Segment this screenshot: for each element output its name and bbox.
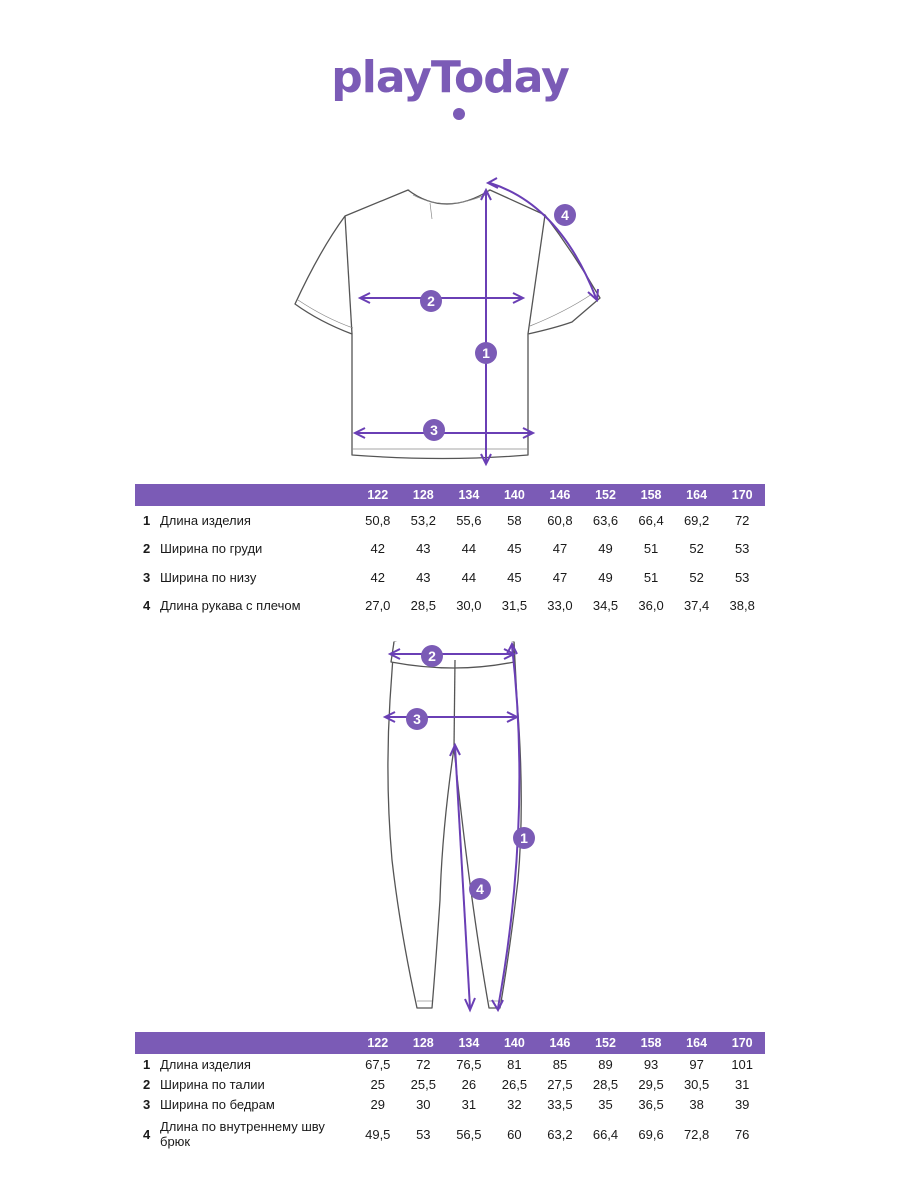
- table-cell: 72: [416, 1056, 431, 1072]
- table-cell: 53: [734, 541, 750, 557]
- table-cell: 25: [370, 1076, 385, 1092]
- table-cell: 69,6: [638, 1126, 664, 1142]
- table-cell: 30: [416, 1096, 431, 1112]
- table-cell: 37,4: [683, 598, 710, 614]
- svg-text:3: 3: [430, 422, 438, 438]
- table-cell: 72,8: [683, 1126, 710, 1142]
- table-cell: 34,5: [592, 598, 619, 614]
- pants-marker-2: [421, 645, 443, 667]
- table-cell: 36,5: [638, 1096, 664, 1112]
- row-number: 4: [143, 598, 151, 614]
- svg-text:2: 2: [427, 293, 435, 309]
- table-cell: 52: [689, 541, 704, 557]
- size-header: 122: [355, 1032, 401, 1054]
- size-header: 128: [401, 484, 447, 506]
- table-cell: 56,5: [456, 1126, 482, 1142]
- table-cell: 81: [507, 1056, 522, 1072]
- size-header: 140: [492, 484, 538, 506]
- pants-marker-4: [469, 878, 491, 900]
- table-cell: 53: [416, 1126, 431, 1142]
- row-number: 4: [143, 1126, 151, 1142]
- table-row: [135, 1094, 765, 1114]
- size-header: 134: [446, 1032, 492, 1054]
- size-header: 158: [628, 484, 674, 506]
- table-cell: 38,8: [729, 598, 755, 614]
- table-cell: 38: [689, 1096, 704, 1112]
- size-header: 152: [583, 484, 629, 506]
- table-cell: 63,6: [592, 512, 619, 528]
- measurement-name: Длина изделия: [160, 512, 251, 528]
- brand-logo: [0, 50, 900, 130]
- tshirt-marker-2: [420, 290, 442, 312]
- table-cell: 63,2: [547, 1126, 573, 1142]
- table-row: [135, 563, 765, 592]
- table-cell: 53: [734, 569, 750, 585]
- table-cell: 72: [734, 512, 750, 528]
- row-number: 2: [143, 541, 151, 557]
- table-cell: 76: [734, 1126, 750, 1142]
- table-cell: 43: [416, 541, 431, 557]
- measurement-name: Ширина по низу: [160, 569, 257, 585]
- size-header: 128: [401, 1032, 447, 1054]
- tshirt-size-table: [135, 484, 765, 620]
- table-cell: 42: [370, 541, 385, 557]
- table-cell: 53,2: [410, 512, 436, 528]
- size-header: 170: [719, 1032, 765, 1054]
- table-cell: 47: [552, 569, 568, 585]
- measurement-name: Длина рукава с плечом: [160, 598, 301, 614]
- table-cell: 97: [689, 1056, 704, 1072]
- table-cell: 49: [598, 569, 613, 585]
- table-cell: 43: [416, 569, 431, 585]
- size-header: 164: [674, 1032, 720, 1054]
- table-cell: 76,5: [456, 1056, 482, 1072]
- table-cell: 89: [598, 1056, 613, 1072]
- table-cell: 45: [507, 541, 522, 557]
- logo-text: playToday: [331, 52, 569, 103]
- table-cell: 93: [643, 1056, 659, 1072]
- size-header: 140: [492, 1032, 538, 1054]
- pants-size-table: [135, 1032, 765, 1154]
- table-cell: 31: [734, 1076, 750, 1092]
- table-cell: 51: [643, 541, 659, 557]
- table-cell: 33,5: [547, 1096, 573, 1112]
- tshirt-marker-1: [475, 342, 497, 364]
- table-cell: 44: [461, 569, 477, 585]
- table-cell: 33,0: [547, 598, 573, 614]
- measurement-name: Ширина по груди: [160, 541, 263, 557]
- table-cell: 85: [552, 1056, 568, 1072]
- table-cell: 29,5: [638, 1076, 664, 1092]
- svg-text:2: 2: [428, 648, 436, 664]
- table-cell: 49: [598, 541, 613, 557]
- svg-text:1: 1: [520, 830, 528, 846]
- tshirt-marker-3: [423, 419, 445, 441]
- table-cell: 49,5: [365, 1126, 391, 1142]
- measurement-name: Ширина по талии: [160, 1076, 265, 1092]
- table-cell: 66,4: [592, 1126, 619, 1142]
- size-header: 146: [537, 484, 583, 506]
- size-header-row: [135, 1032, 765, 1054]
- table-cell: 101: [731, 1056, 754, 1072]
- size-header: 152: [583, 1032, 629, 1054]
- table-cell: 29: [370, 1096, 385, 1112]
- table-cell: 52: [689, 569, 704, 585]
- table-cell: 28,5: [410, 598, 436, 614]
- size-header: 134: [446, 484, 492, 506]
- table-cell: 27,5: [547, 1076, 573, 1092]
- svg-text:4: 4: [476, 881, 484, 897]
- table-row: [135, 506, 765, 535]
- table-cell: 55,6: [456, 512, 482, 528]
- table-cell: 60,8: [547, 512, 573, 528]
- table-row: [135, 1074, 765, 1094]
- row-number: 1: [143, 512, 151, 528]
- row-number: 3: [143, 569, 151, 585]
- measurement-name: Длина по внутреннему шву брюк: [160, 1119, 325, 1149]
- table-cell: 25,5: [410, 1076, 436, 1092]
- table-cell: 45: [507, 569, 522, 585]
- pants-marker-3: [406, 708, 428, 730]
- pants-marker-1: [513, 827, 535, 849]
- measurement-name: Длина изделия: [160, 1056, 251, 1072]
- table-cell: 31: [461, 1096, 477, 1112]
- table-cell: 39: [734, 1096, 750, 1112]
- size-header: 170: [719, 484, 765, 506]
- table-cell: 67,5: [365, 1056, 391, 1072]
- table-cell: 42: [370, 569, 385, 585]
- table-cell: 36,0: [638, 598, 664, 614]
- table-cell: 32: [507, 1096, 522, 1112]
- logo-dot-icon: [453, 108, 465, 120]
- svg-text:1: 1: [482, 345, 490, 361]
- size-header: 164: [674, 484, 720, 506]
- table-cell: 26: [461, 1076, 477, 1092]
- table-cell: 51: [643, 569, 659, 585]
- table-cell: 31,5: [501, 598, 528, 614]
- size-header: 158: [628, 1032, 674, 1054]
- table-row: [135, 592, 765, 621]
- table-cell: 35: [598, 1096, 613, 1112]
- table-row: [135, 1054, 765, 1074]
- table-cell: 60: [507, 1126, 522, 1142]
- table-cell: 30,5: [683, 1076, 710, 1092]
- row-number: 1: [143, 1056, 151, 1072]
- table-cell: 50,8: [365, 512, 391, 528]
- svg-text:3: 3: [413, 711, 421, 727]
- measurement-name: Ширина по бедрам: [160, 1096, 275, 1112]
- table-cell: 69,2: [683, 512, 710, 528]
- row-number: 2: [143, 1076, 151, 1092]
- table-row: [135, 1114, 765, 1154]
- table-cell: 66,4: [638, 512, 664, 528]
- size-header: 146: [537, 1032, 583, 1054]
- table-cell: 47: [552, 541, 568, 557]
- size-header: 122: [355, 484, 401, 506]
- row-number: 3: [143, 1096, 151, 1112]
- pants-diagram: [0, 630, 900, 1020]
- table-cell: 27,0: [365, 598, 391, 614]
- table-cell: 44: [461, 541, 477, 557]
- size-header-row: [135, 484, 765, 506]
- tshirt-diagram: [0, 170, 900, 470]
- table-cell: 58: [507, 512, 522, 528]
- table-row: [135, 535, 765, 564]
- table-cell: 26,5: [501, 1076, 528, 1092]
- table-cell: 30,0: [456, 598, 482, 614]
- table-cell: 28,5: [592, 1076, 619, 1092]
- svg-text:4: 4: [561, 207, 569, 223]
- tshirt-marker-4: [554, 204, 576, 226]
